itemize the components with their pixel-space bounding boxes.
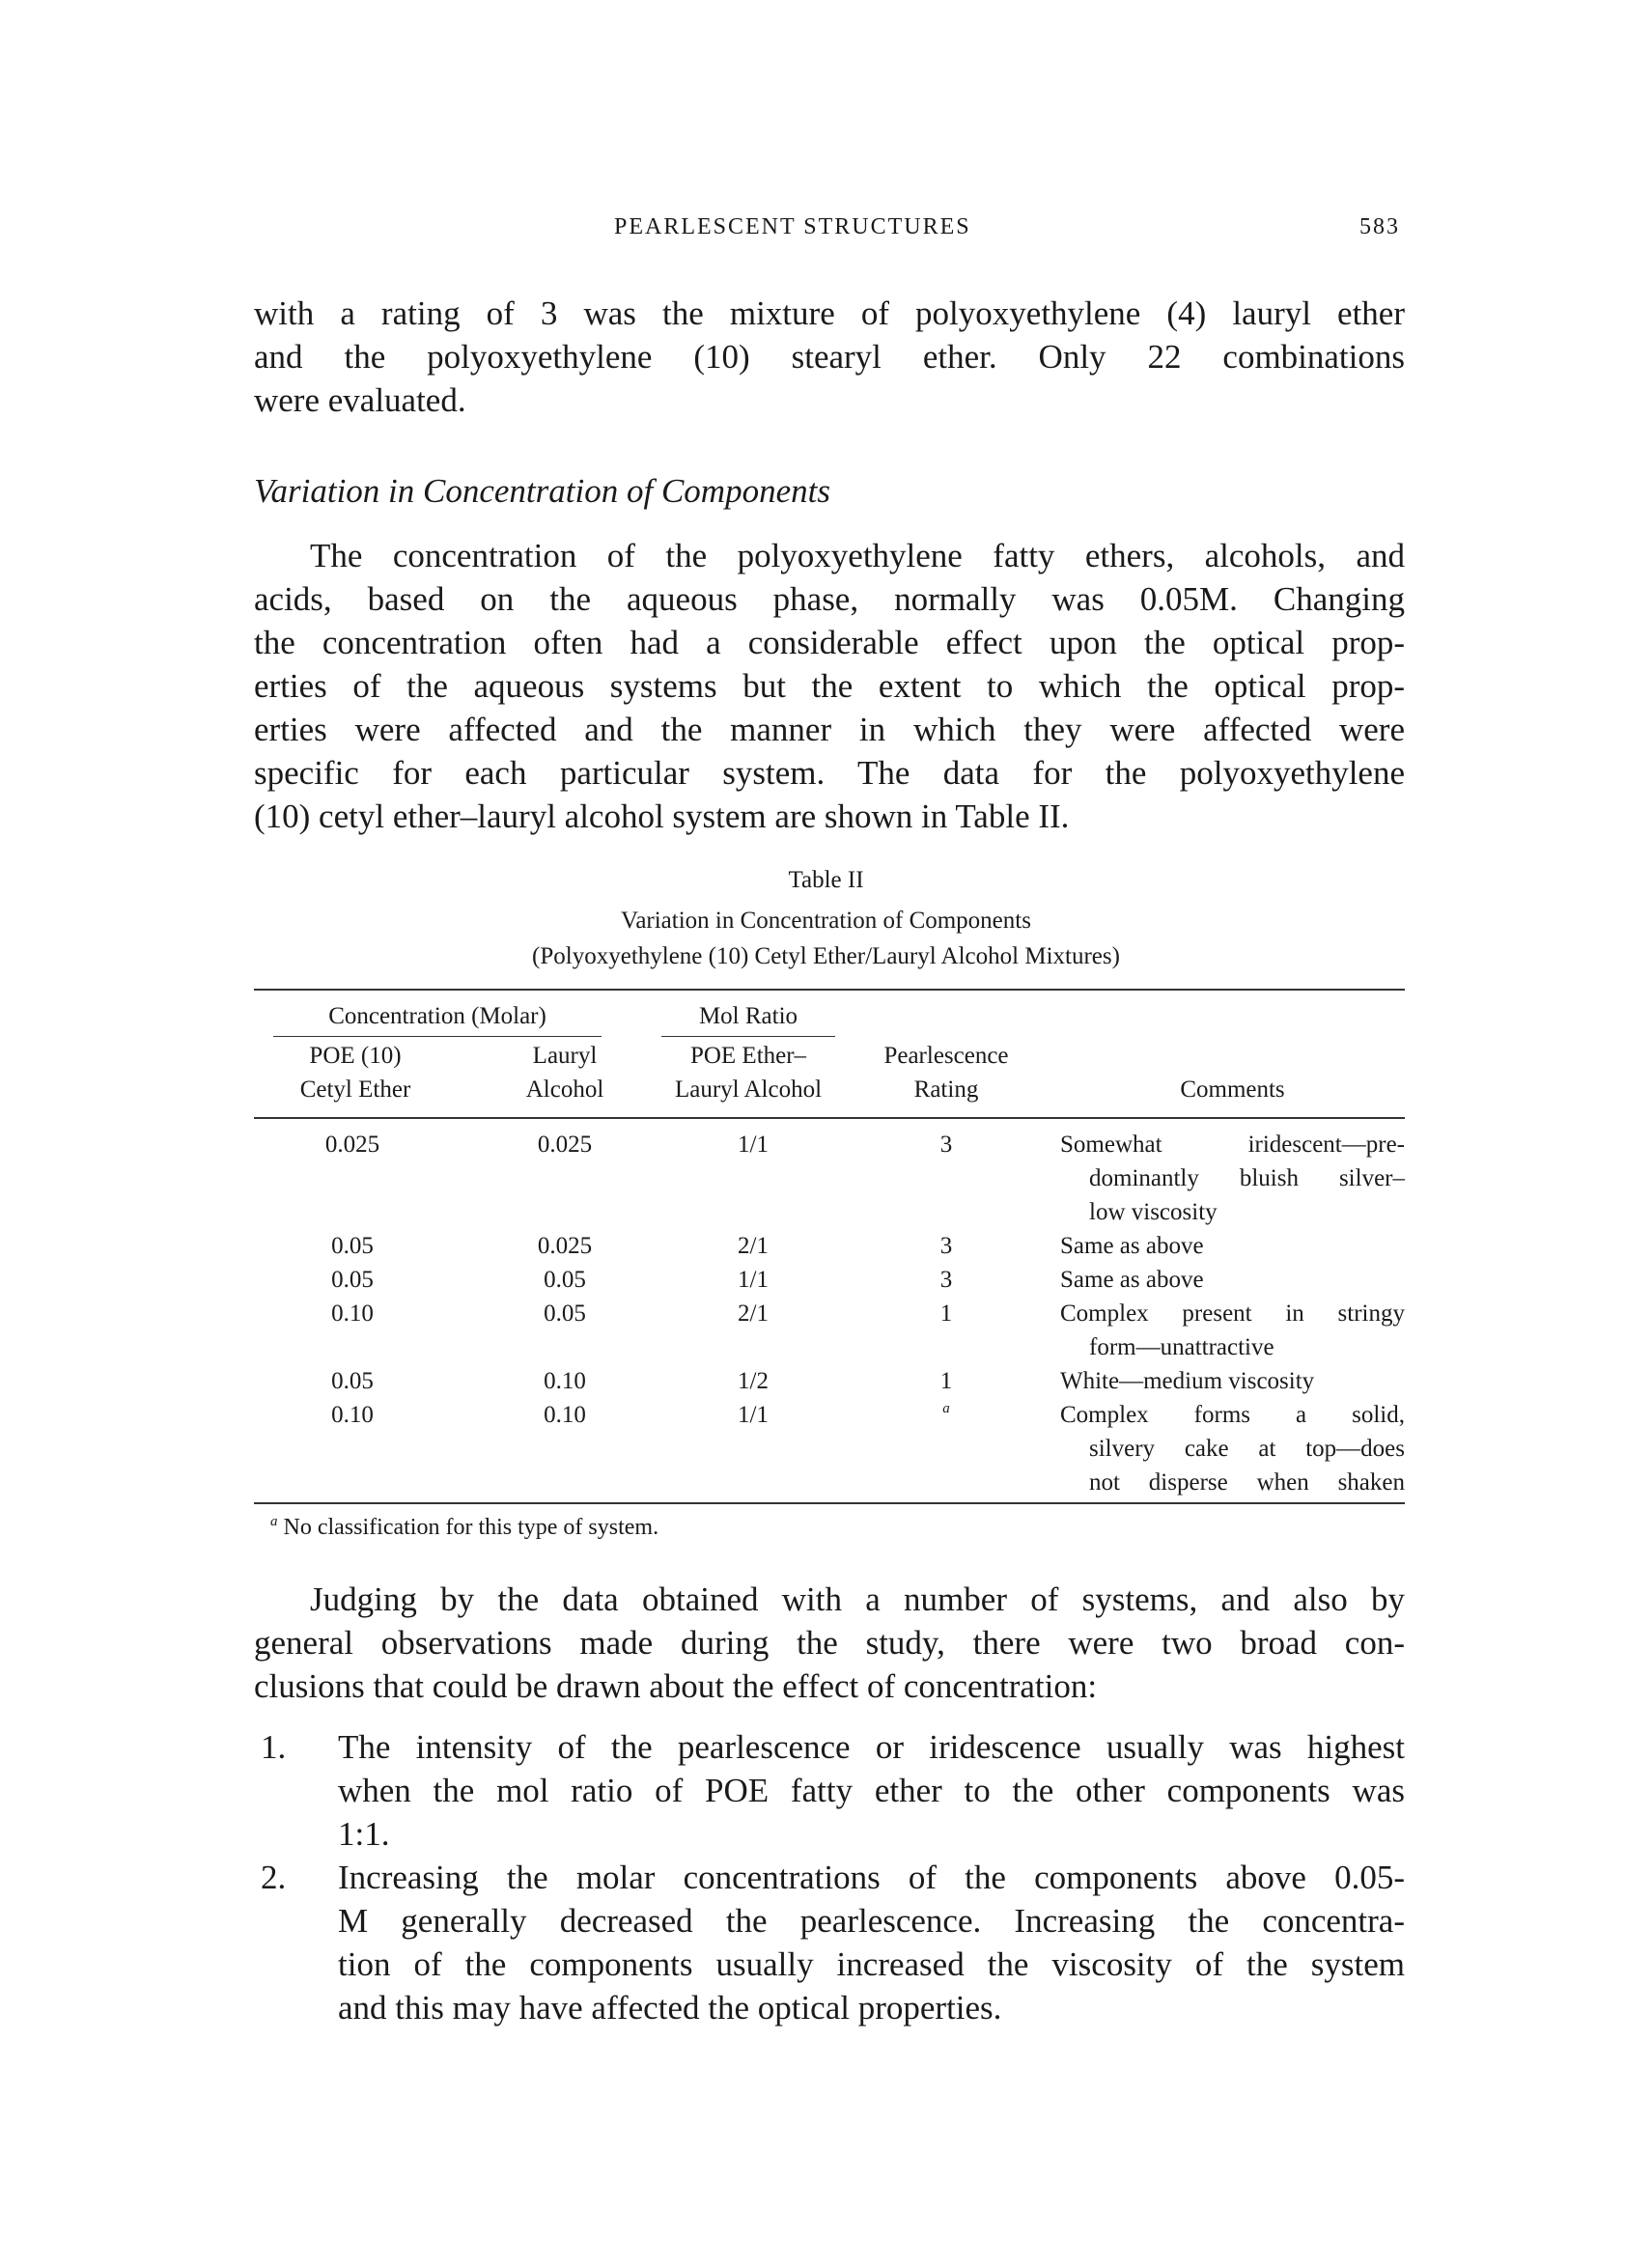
- list-item-line: tion of the components usually increased the viscosity of the system: [338, 1945, 1405, 1983]
- cell-poe: 0.10: [331, 1402, 374, 1428]
- comment-line: White—medium viscosity: [1060, 1368, 1315, 1394]
- column-header: POE Ether–: [689, 1043, 807, 1069]
- table-label: Table II: [788, 867, 864, 893]
- column-header: Rating: [913, 1077, 979, 1103]
- text-line: general observations made during the study, there were two broad con-: [254, 1624, 1405, 1662]
- column-header: Alcohol: [525, 1077, 604, 1103]
- paragraph-1: [254, 292, 1405, 422]
- cell-lauryl: 0.05: [544, 1300, 586, 1327]
- cell-ratio: 2/1: [738, 1300, 769, 1327]
- running-title: PEARLESCENT STRUCTURES: [614, 214, 971, 239]
- text-line: (10) cetyl ether–lauryl alcohol system are shown in Table II.: [254, 797, 1070, 835]
- text-line: The concentration of the polyoxyethylene fatty ethers, alcohols, and: [310, 537, 1405, 574]
- cell-lauryl: 0.10: [544, 1368, 586, 1394]
- cell-rating: a: [942, 1401, 950, 1416]
- comment-line: Complex forms a solid,: [1060, 1402, 1405, 1428]
- cell-ratio: 1/2: [738, 1368, 769, 1394]
- cell-poe: 0.05: [331, 1233, 374, 1259]
- cell-comment: [1060, 1398, 1405, 1499]
- column-header: Lauryl Alcohol: [674, 1077, 823, 1103]
- section-heading: Variation in Concentration of Components: [254, 472, 830, 510]
- paragraph-2: [254, 534, 1405, 838]
- column-header: Comments: [1180, 1077, 1285, 1103]
- cell-poe: 0.025: [324, 1132, 380, 1158]
- page-number: 583: [1359, 214, 1400, 239]
- group-header-mol-ratio: Mol Ratio: [698, 1003, 798, 1029]
- list-item-line: M generally decreased the pearlescence. Increasing the concentra-: [338, 1902, 1405, 1940]
- column-header: Lauryl: [532, 1043, 598, 1069]
- text-line: erties were affected and the manner in which they were affected were: [254, 711, 1405, 748]
- comment-line: low viscosity: [1089, 1199, 1218, 1225]
- list-item-line: and this may have affected the optical properties.: [338, 1989, 1002, 2027]
- text-line: were evaluated.: [254, 381, 466, 419]
- cell-poe: 0.05: [331, 1368, 374, 1394]
- comment-line: form—unattractive: [1089, 1334, 1274, 1360]
- comment-line: Somewhat iridescent—pre-: [1060, 1132, 1405, 1158]
- list-item-line: Increasing the molar concentrations of the components above 0.05-: [338, 1859, 1405, 1896]
- footnote-text: No classification for this type of system.: [283, 1515, 659, 1540]
- text-line: with a rating of 3 was the mixture of polyoxyethylene (4) lauryl ether: [254, 294, 1405, 332]
- text-line: the concentration often had a considerable effect upon the optical prop-: [254, 624, 1405, 661]
- column-header: Pearlescence: [883, 1043, 1009, 1069]
- table-title: Variation in Concentration of Components: [621, 908, 1031, 934]
- text-line: Judging by the data obtained with a number of systems, and also by: [310, 1580, 1405, 1618]
- cell-rating: 3: [939, 1233, 953, 1259]
- cell-rating: 3: [939, 1132, 953, 1158]
- paragraph-3: [254, 1578, 1405, 1708]
- text-line: clusions that could be drawn about the effect of concentration:: [254, 1667, 1098, 1705]
- cell-ratio: 1/1: [738, 1267, 769, 1293]
- text-line: specific for each particular system. The data for the polyoxyethylene: [254, 754, 1405, 792]
- cell-comment: [1060, 1229, 1405, 1263]
- group-header-concentration: Concentration (Molar): [328, 1003, 546, 1029]
- cell-comment: [1060, 1297, 1405, 1364]
- cell-lauryl: 0.10: [544, 1402, 586, 1428]
- comment-line: Same as above: [1060, 1233, 1204, 1259]
- cell-comment: [1060, 1128, 1405, 1229]
- footnote-mark: a: [270, 1514, 278, 1529]
- group-rule: [273, 1036, 602, 1037]
- cell-ratio: 2/1: [738, 1233, 769, 1259]
- text-line: erties of the aqueous systems but the extent to which the optical prop-: [254, 667, 1405, 705]
- cell-ratio: 1/1: [738, 1132, 769, 1158]
- cell-lauryl: 0.05: [544, 1267, 586, 1293]
- list-number: 2.: [261, 1859, 287, 1896]
- cell-comment: [1060, 1364, 1405, 1398]
- column-header: Cetyl Ether: [299, 1077, 411, 1103]
- table-header-rule: [254, 1117, 1405, 1119]
- cell-comment: [1060, 1263, 1405, 1297]
- comment-line: Complex present in stringy: [1060, 1300, 1405, 1327]
- cell-rating: 1: [939, 1300, 953, 1327]
- comment-line: dominantly bluish silver–: [1089, 1165, 1405, 1191]
- table-footnote: [270, 1514, 658, 1541]
- cell-lauryl: 0.025: [537, 1233, 593, 1259]
- cell-rating: 1: [939, 1368, 953, 1394]
- list-item-line: when the mol ratio of POE fatty ether to the other components was: [338, 1772, 1405, 1809]
- column-header: POE (10): [309, 1043, 402, 1069]
- comment-line: Same as above: [1060, 1267, 1204, 1293]
- table-top-rule: [254, 989, 1405, 991]
- comment-line: not disperse when shaken: [1089, 1469, 1405, 1496]
- list-item-line: The intensity of the pearlescence or iridescence usually was highest: [338, 1728, 1405, 1766]
- list-item-line: 1:1.: [338, 1815, 390, 1853]
- cell-ratio: 1/1: [738, 1402, 769, 1428]
- comment-line: silvery cake at top—does: [1089, 1436, 1405, 1462]
- text-line: acids, based on the aqueous phase, normally was 0.05M. Changing: [254, 580, 1405, 618]
- cell-poe: 0.05: [331, 1267, 374, 1293]
- group-rule: [661, 1036, 835, 1037]
- table-subtitle: (Polyoxyethylene (10) Cetyl Ether/Lauryl Alcohol Mixtures): [532, 943, 1120, 969]
- table-bottom-rule: [254, 1502, 1405, 1504]
- cell-poe: 0.10: [331, 1300, 374, 1327]
- cell-lauryl: 0.025: [537, 1132, 593, 1158]
- list-number: 1.: [261, 1728, 287, 1766]
- cell-rating: 3: [939, 1267, 953, 1293]
- text-line: and the polyoxyethylene (10) stearyl ether. Only 22 combinations: [254, 338, 1405, 376]
